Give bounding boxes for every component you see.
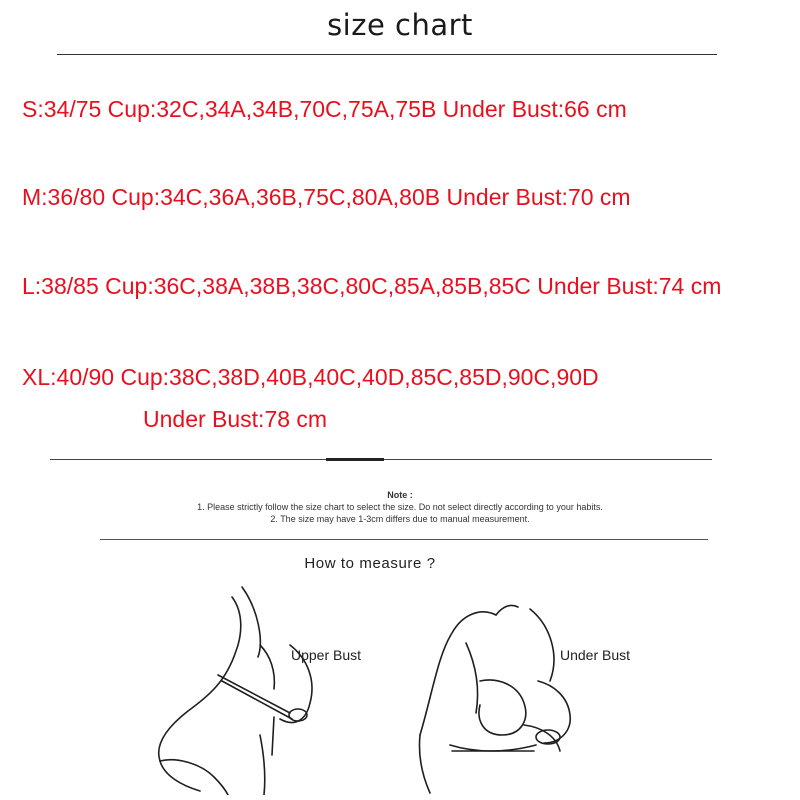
under-bust-label: Under Bust [560, 647, 631, 663]
size-row-xl: XL:40/90 Cup:38C,38D,40B,40C,40D,85C,85D,90C,90D [22, 364, 599, 390]
note-heading: Note : [387, 490, 413, 500]
note-divider [100, 539, 708, 540]
page-title: size chart [327, 8, 473, 42]
note-block [0, 489, 800, 525]
size-row-s: S:34/75 Cup:32C,34A,34B,70C,75A,75B Under Bust:66 cm [22, 96, 627, 122]
under-bust-illustration [410, 585, 610, 795]
size-row-m: M:36/80 Cup:34C,36A,36B,75C,80A,80B Under Bust:70 cm [22, 184, 631, 210]
measure-title: How to measure ? [304, 555, 436, 572]
note-line-2: 2. The size may have 1-3cm differs due to manual measurement. [270, 514, 530, 524]
size-row-l: L:38/85 Cup:36C,38A,38B,38C,80C,85A,85B,85C Under Bust:74 cm [22, 273, 722, 299]
title-divider [57, 54, 717, 55]
section-divider-accent [326, 458, 384, 461]
note-line-1: 1. Please strictly follow the size chart to select the size. Do not select directly according to your habits. [197, 502, 603, 512]
upper-bust-illustration [140, 585, 340, 795]
upper-bust-label: Upper Bust [291, 647, 362, 663]
size-row-xl-underbust: Under Bust:78 cm [143, 406, 328, 432]
